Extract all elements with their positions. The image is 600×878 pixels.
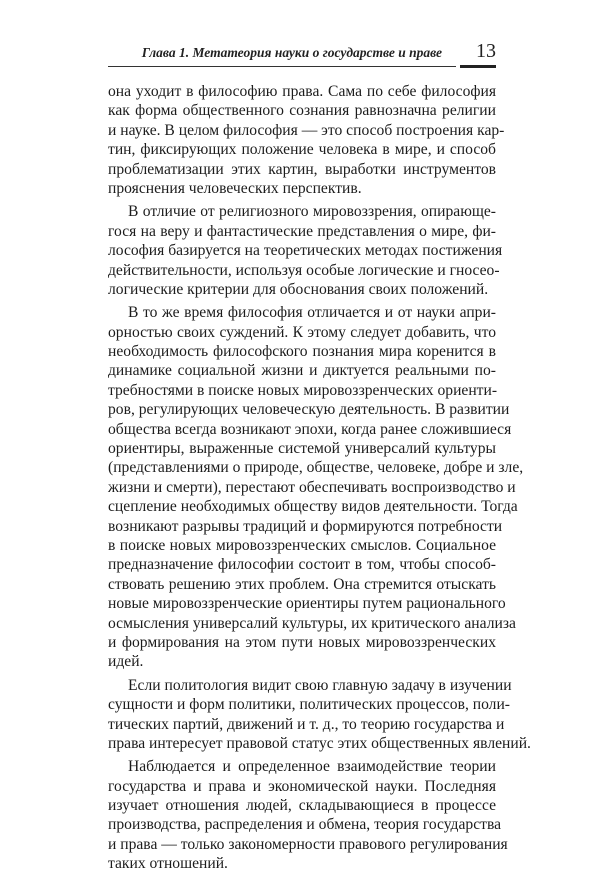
text-line: идей.	[108, 653, 144, 671]
text-line: действительности, используя особые логические и гносео-	[108, 261, 500, 279]
text-line: сущности и форм политики, политических процессов, поли-	[108, 696, 511, 714]
text-line: изучает отношения людей, складывающиеся в процессе	[108, 797, 496, 815]
page-number: 13	[476, 40, 496, 62]
text-line: в поиске новых мировоззренческих смыслов. Социальное	[108, 536, 496, 554]
text-line: тических партий, движений и т. д., то теорию государства и	[108, 715, 505, 733]
text-line: лософия базируется на теоретических методах постижения	[108, 242, 503, 260]
text-line: прояснения человеческих перспектив.	[108, 179, 362, 197]
text-line: Если политология видит свою главную задачу в изучении	[128, 676, 512, 694]
text-line: и права — только закономерности правового регулирования	[108, 835, 508, 853]
running-header	[108, 36, 496, 66]
text-line: осмысления универсалий культуры, их критического анализа	[108, 614, 516, 632]
text-line: логические критерии для обоснования своих положений.	[108, 280, 489, 298]
text-line: динамике социальной жизни и диктуется реальными по-	[108, 362, 496, 380]
chapter-title: Глава 1. Метатеория науки о государстве и праве	[141, 45, 442, 60]
text-line: орностью своих суждений. К этому следует добавить, что	[108, 323, 496, 341]
header-rule-accent	[460, 65, 496, 68]
text-line: и формирования на этом пути новых мировоззренческих	[108, 633, 496, 651]
text-line: предназначение философии состоит в том, чтобы способ-	[108, 556, 496, 574]
text-line: тин, фиксирующих положение человека в мире, и способ	[108, 141, 496, 159]
paragraph	[108, 202, 503, 299]
text-line: В то же время философия отличается и от науки апри-	[128, 304, 496, 322]
text-line: (представлениями о природе, обществе, человеке, добре и зле,	[108, 459, 524, 477]
text-line: проблематизации этих картин, выработки инструментов	[108, 160, 496, 178]
text-line: Наблюдается и определенное взаимодействие теории	[128, 758, 496, 776]
text-line: как форма общественного сознания равнозначна религии	[108, 102, 496, 120]
text-line: возникают разрывы традиций и формируются потребности	[108, 517, 503, 535]
text-line: таких отношений.	[108, 855, 228, 873]
paragraph	[108, 82, 505, 198]
paragraph	[108, 757, 508, 873]
text-line: новые мировоззренческие ориентиры путем рационального	[108, 595, 506, 613]
text-line: государства и права и экономической науки. Последняя	[108, 777, 496, 795]
text-line: она уходит в философию права. Сама по себе философия	[108, 83, 496, 100]
text-line: ориентиры, выраженные системой универсалий культуры	[108, 440, 496, 458]
text-line: жизни и смерти), перестают обеспечивать воспроизводство и	[108, 478, 516, 496]
text-line: необходимость философского познания мира коренится в	[108, 343, 496, 361]
text-line: ствовать решению этих проблем. Она стремится отыскать	[108, 575, 496, 593]
text-line: требностями в поиске новых мировоззренческих ориенти-	[108, 381, 498, 399]
text-line: и науке. В целом философия — это способ построения кар-	[108, 121, 505, 139]
text-line: В отличие от религиозного мировоззрения, опирающе-	[128, 203, 496, 221]
text-line: сцепление необходимых обществу видов деятельности. Тогда	[108, 498, 518, 516]
text-line: гося на веру и фантастические представления о мире, фи-	[108, 222, 496, 240]
paragraph	[108, 676, 531, 754]
body-text	[108, 82, 531, 878]
text-line: ров, регулирующих человеческую деятельность. В развитии	[108, 401, 510, 419]
text-line: общества всегда возникают эпохи, когда ранее сложившиеся	[108, 420, 512, 438]
paragraph	[108, 303, 524, 671]
text-line: производства, распределения и обмена, теория государства	[108, 816, 502, 834]
header-rule	[108, 66, 456, 67]
text-line: права интересует правовой статус этих общественных явлений.	[108, 734, 531, 752]
